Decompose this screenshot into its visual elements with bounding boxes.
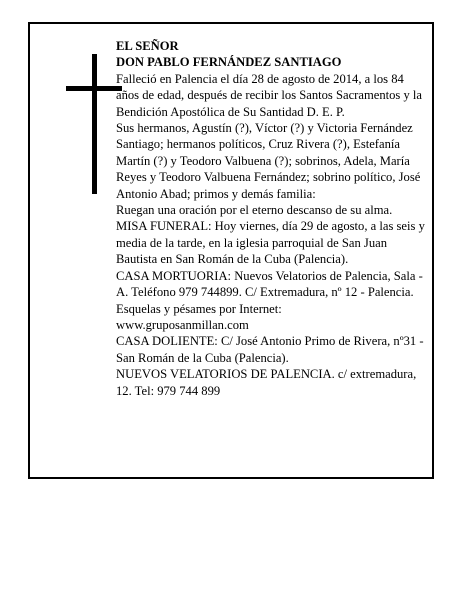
death-announcement: Falleció en Palencia el día 28 de agosto de 2014, a los 84 años de edad, después de recibir los Santos Sacramentos y la Bendición Apostólica de Su Santidad D. E. P. — [116, 71, 423, 119]
prayer-request: Ruegan una oración por el eterno descanso de su alma. — [116, 203, 393, 218]
website-url: www.gruposanmillan.com — [116, 317, 249, 332]
obituary-text — [116, 38, 426, 399]
obituary-notice — [28, 22, 434, 479]
mortuary-info: CASA MORTUORIA: Nuevos Velatorios de Palencia, Sala - A. Teléfono 979 744899. C/ Extremadura, nº 12 - Palencia. — [116, 268, 423, 300]
family-list: Sus hermanos, Agustín (?), Víctor (?) y Victoria Fernández Santiago; hermanos políticos, Cruz Rivera (?), Estefanía Martín (?) y Teodoro Valbuena (?); sobrinos, Adela, María Reyes y Teodoro Valbuena Fernández; sobrino político, José Antonio Abad; primos y demás familia: — [116, 121, 421, 201]
family-home-info: CASA DOLIENTE: C/ José Antonio Primo de Rivera, nº31 - San Román de la Cuba (Palencia). — [116, 334, 424, 365]
cross-icon — [66, 54, 122, 194]
funeral-mass-info: MISA FUNERAL: Hoy viernes, día 29 de agosto, a las seis y media de la tarde, en la iglesia parroquial de San Juan Bautista en San Román de la Cuba (Palencia). — [116, 219, 425, 267]
deceased-name: DON PABLO FERNÁNDEZ SANTIAGO — [116, 55, 342, 70]
cross-horizontal-bar — [66, 86, 122, 91]
title-line-1: EL SEÑOR — [116, 39, 179, 53]
online-condolences-label: Esquelas y pésames por Internet: — [116, 301, 282, 316]
funeral-home-contact: NUEVOS VELATORIOS DE PALENCIA. c/ extremadura, 12. Tel: 979 744 899 — [116, 367, 417, 398]
cross-vertical-bar — [92, 54, 97, 194]
